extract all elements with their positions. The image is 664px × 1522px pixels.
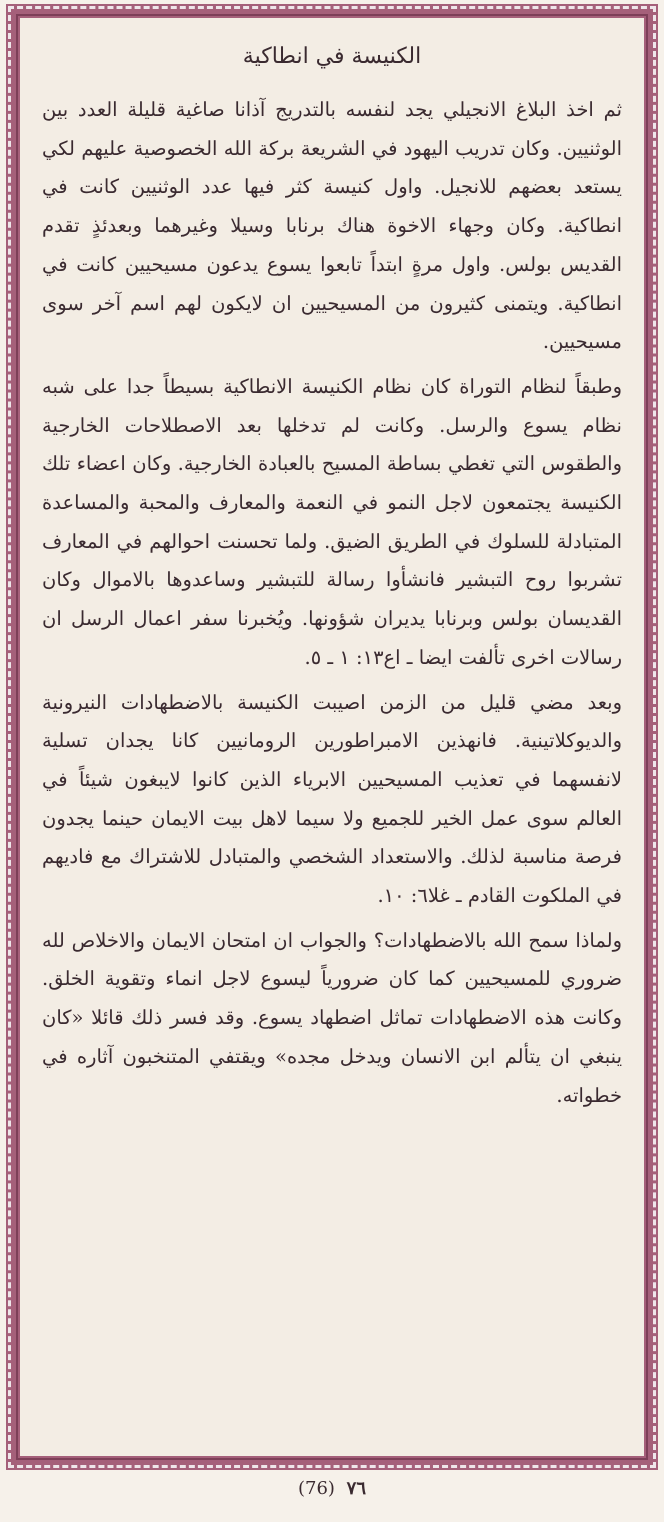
page-title: الكنيسة في انطاكية <box>242 44 422 69</box>
page-content <box>42 44 622 1438</box>
body-text <box>42 91 622 1115</box>
paragraph-3: وبعد مضي قليل من الزمن اصيبت الكنيسة بالاضطهادات النيرونية والديوكلاتينية. فانهذين الامبراطورين الرومانيين كانا يجدان تسلية لانفسهما في تعذيب المسيحيين الابرياء الذين كانوا لايبغون شيئاً في العالم سوى عمل الخير للجميع ولا سيما لاهل بيت الايمان حينما يجدون فرصة مناسبة لذلك. والاستعداد الشخصي والمتبادل للاشتراك مع فاديهم في الملكوت القادم ـ غلا٦: ١٠. <box>42 690 622 908</box>
page-number-arabic: ٧٦ <box>346 1478 367 1499</box>
paragraph-4: ولماذا سمح الله بالاضطهادات؟ والجواب ان امتحان الايمان والاخلاص لله ضروري للمسيحيين كما كان ضرورياً ليسوع لاجل انماء وتقوية الخلق. وكانت هذه الاضطهادات تماثل اضطهاد يسوع. وقد فسر ذلك قائلا «كان ينبغي ان يتألم ابن الانسان ويدخل مجده» ويقتفي المتنخبون آثاره في خطواته. <box>42 928 622 1107</box>
page-number <box>0 1478 664 1499</box>
paragraph-2: وطبقاً لنظام التوراة كان نظام الكنيسة الانطاكية بسيطاً جدا على شبه نظام يسوع والرسل. وكانت لم تدخلها بعد الاصطلاحات الخارجية والطقوس التي تغطي بساطة المسيح بالعبادة الخارجية. وكان اعضاء تلك الكنيسة يجتمعون لاجل النمو في النعمة والمعارف والمحبة والمساعدة المتبادلة للسلوك في الطريق الضيق. ولما تحسنت احوالهم في المعارف تشربوا روح التبشير فانشأوا رسالة للتبشير وساعدوها بالاموال وكان القديسان بولس وبرنابا يديران شؤونها. ويُخبرنا سفر اعمال الرسل ان رسالات اخرى تألفت ايضا ـ اع١٣: ١ ـ ٥. <box>42 374 622 669</box>
page-number-latin: (76) <box>297 1478 335 1499</box>
paragraph-1: ثم اخذ البلاغ الانجيلي يجد لنفسه بالتدريج آذانا صاغية قليلة العدد بين الوثنيين. وكان تدريب اليهود في الشريعة بركة الله الخصوصية عليهم لكي يستعد بعضهم للانجيل. واول كنيسة كثر فيها عدد الوثنيين كانت في انطاكية. وكان وجهاء الاخوة هناك برنابا وسيلا وغيرهما وبعدئذٍ تقدم القديس بولس. واول مرةٍ ابتداً تابعوا يسوع يدعون مسيحيين كانت في انطاكية. ويتمنى كثيرون من المسيحيين ان لايكون لهم اسم آخر سوى مسيحيين. <box>42 98 622 354</box>
decorative-border-frame <box>6 4 658 1470</box>
